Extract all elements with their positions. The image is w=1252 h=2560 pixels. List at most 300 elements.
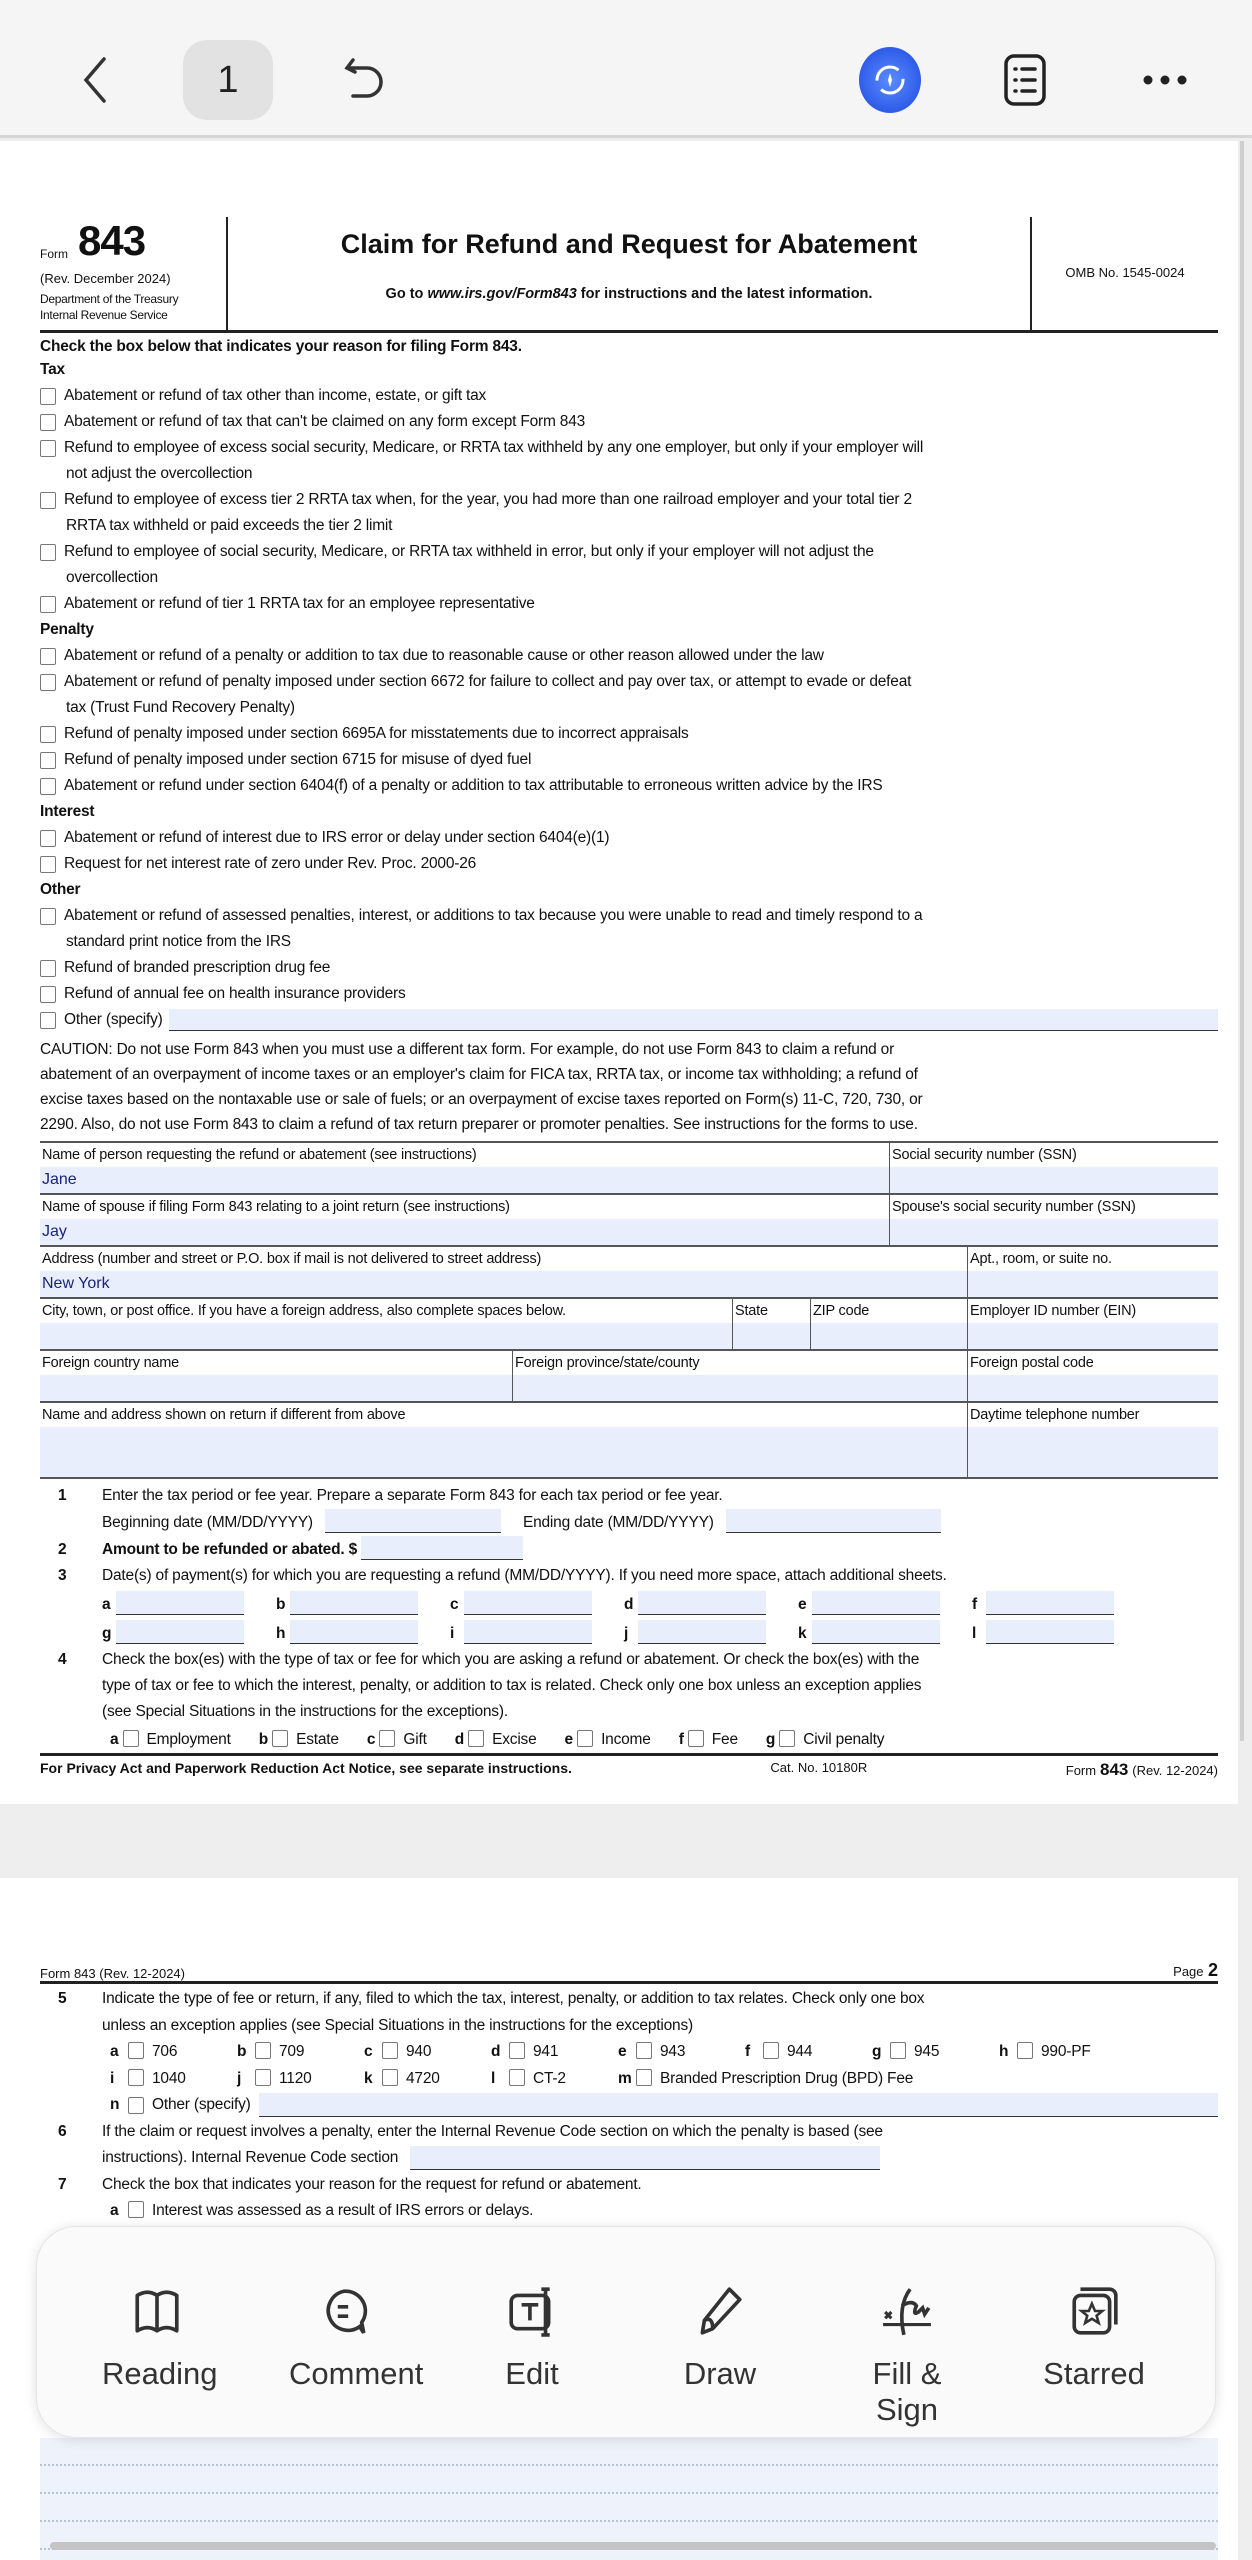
reason-option[interactable] [40,721,1218,747]
catalog-number: Cat. No. 10180R [770,1760,868,1775]
checkbox[interactable] [40,986,56,1003]
field-label: Employer ID number (EIN) [970,1303,1137,1319]
identity-cell [968,1247,1218,1297]
toolbar-label: Comment [289,2356,424,2391]
signature-icon [881,2285,933,2337]
page-number-button[interactable]: 1 [183,40,273,120]
toolbar-label: Starred [1043,2356,1145,2391]
field-label: Apt., room, or suite no. [970,1251,1112,1267]
vertical-scrollbar[interactable] [1240,141,1244,1741]
reason-text: Refund of penalty imposed under section 6695A for misstatements due to incorrect appraisals [64,725,689,742]
return-type-option[interactable] [491,2066,618,2093]
line-2-text: Amount to be refunded or abated. $ [102,1541,357,1558]
reason-line [40,1007,1218,1033]
payment-date-field[interactable] [812,1591,940,1615]
option-letter: d [491,2043,501,2060]
toolbar-draw-button[interactable] [665,2285,775,2392]
return-type-option[interactable] [491,2039,618,2066]
line-6-line: instructions). Internal Revenue Code section [102,2149,399,2166]
checkbox[interactable] [382,2042,398,2059]
identity-cell [968,1299,1218,1349]
line-4-line: type of tax or fee to which the interest, penalty, or addition to tax is related. Check only one box unless an exception applies [102,1677,922,1694]
reason-line [40,409,1218,435]
field-label: Name of person requesting the refund or abatement (see instructions) [42,1147,477,1163]
begin-date-field[interactable] [325,1509,501,1533]
checkbox[interactable] [468,1730,484,1747]
reason-line [40,695,1218,721]
option-letter: k [364,2069,373,2087]
line-1 [40,1483,1218,1509]
payment-date-field[interactable] [986,1591,1114,1615]
reason-line [40,435,1218,461]
payment-date-field[interactable] [986,1620,1114,1644]
reason-option[interactable] [40,903,1218,955]
checkbox[interactable] [255,2042,271,2059]
option-letter: l [491,2069,496,2087]
option-letter: c [366,1731,376,1748]
department: Department of the Treasury [40,292,179,306]
reason-text: Refund to employee of social security, Medicare, or RRTA tax withheld in error, but only if your employer will not adjust the [64,543,874,560]
book-icon [131,2285,183,2337]
reason-text: Abatement or refund of tier 1 RRTA tax for an employee representative [64,595,535,612]
option-letter: d [454,1731,464,1748]
payment-date-field[interactable] [638,1591,766,1615]
identity-cell [968,1351,1218,1401]
identity-row [40,1403,1218,1479]
date-letter: j [624,1625,629,1642]
return-type-option[interactable] [364,2066,491,2093]
section-heading: Interest [40,803,95,820]
line-7a-option[interactable] [40,2198,1218,2225]
tax-type-option[interactable] [259,1727,339,1753]
page2-page-number [1173,1960,1218,1981]
option-label: Employment [146,1731,231,1748]
field-input[interactable]: Jay [40,1219,889,1245]
reason-option[interactable] [40,851,1218,877]
field-input[interactable] [968,1271,1218,1297]
end-date-label: Ending date (MM/DD/YYYY) [522,1514,714,1531]
tax-type-option[interactable] [565,1727,651,1753]
reason-option[interactable] [40,435,1218,487]
date-letter: b [276,1596,286,1613]
identity-cell [40,1299,733,1349]
field-input[interactable] [40,1375,512,1401]
checkbox[interactable] [255,2069,271,2086]
date-letter: k [798,1625,807,1642]
reason-text: Abatement or refund of tax other than income, estate, or gift tax [64,387,487,404]
pdf-page-2 [0,1878,1238,2560]
checkbox[interactable] [128,2042,144,2059]
return-type-option[interactable] [237,2066,364,2093]
checkbox[interactable] [40,960,56,977]
caution-line: excise taxes based on the nontaxable use or sale of fuels; or an overpayment of excise taxes reported on Form(s) 11-C, 720, 730, or [40,1091,923,1108]
line-1-text: Enter the tax period or fee year. Prepare a separate Form 843 for each tax period or fee year. [102,1487,723,1504]
option-label: Branded Prescription Drug (BPD) Fee [660,2069,914,2087]
reason-line [40,383,1218,409]
line-6-line: If the claim or request involves a penalty, enter the Internal Revenue Code section on which the penalty is based (see [102,2122,883,2140]
reason-option[interactable] [40,591,1218,617]
more-icon[interactable] [1135,40,1195,120]
line-number: 5 [58,1990,67,2007]
date-letter: c [450,1596,459,1613]
option-label: Other (specify) [152,2096,251,2113]
toolbar-reading-button[interactable] [102,2285,218,2392]
toolbar-label: Fill & Sign [872,2356,942,2427]
date-letter: a [102,1596,111,1613]
reason-text: Refund of penalty imposed under section 6715 for misuse of dyed fuel [64,751,532,768]
toolbar-fill-sign-button[interactable] [852,2285,962,2428]
form-header [40,217,1218,333]
reason-option[interactable] [40,539,1218,591]
checkbox[interactable] [40,1012,56,1029]
checkbox[interactable] [40,674,56,691]
return-type-option[interactable] [364,2039,491,2066]
pen-icon [694,2285,746,2337]
option-letter: e [564,1731,573,1748]
field-input[interactable] [811,1323,967,1349]
line-4-line: (see Special Situations in the instructions for the exceptions). [102,1703,508,1720]
tax-type-option[interactable] [110,1727,231,1753]
option-label: 943 [660,2043,686,2060]
checkbox[interactable] [40,492,56,509]
page2-header [40,1962,1218,1984]
field-input[interactable] [968,1427,1218,1477]
date-letter: d [624,1596,634,1613]
field-input[interactable] [890,1167,1218,1193]
return-type-option[interactable] [237,2039,364,2066]
payment-date-field[interactable] [812,1620,940,1644]
field-input[interactable] [733,1323,810,1349]
identity-row [40,1143,1218,1195]
back-icon[interactable] [70,40,120,120]
field-label: Name of spouse if filing Form 843 relating to a joint return (see instructions) [42,1199,510,1215]
toolbar-edit-button[interactable] [477,2285,587,2392]
return-type-row [40,2066,1218,2093]
identity-cell [40,1195,890,1245]
irc-section-field[interactable] [410,2146,880,2170]
other-return-field[interactable] [259,2093,1218,2117]
checkbox[interactable] [40,414,56,431]
amount-field[interactable] [361,1536,523,1560]
tax-type-option[interactable] [367,1727,427,1753]
return-type-option[interactable] [110,2039,237,2066]
return-type-row [40,2039,1218,2066]
line-number: 3 [58,1567,67,1584]
toolbar-label: Reading [102,2356,218,2391]
field-label: Name and address shown on return if different from above [42,1407,406,1423]
reason-option[interactable] [40,1007,1218,1033]
option-letter: m [618,2069,632,2087]
checkbox[interactable] [40,544,56,561]
checkbox[interactable] [40,388,56,405]
field-input[interactable] [40,1323,732,1349]
identity-cell [890,1143,1218,1193]
line-7-text: Check the box that indicates your reason for the request for refund or abatement. [102,2175,642,2193]
line-number: 2 [58,1541,67,1558]
reason-line [40,513,1218,539]
omb-number: OMB No. 1545-0024 [1030,217,1218,333]
reason-option[interactable] [40,409,1218,435]
checkbox[interactable] [40,752,56,769]
field-input[interactable]: Jane [40,1167,889,1193]
identity-cell [733,1299,811,1349]
option-label: 941 [533,2043,559,2060]
reason-text: Other (specify) [64,1011,163,1028]
checkbox[interactable] [40,830,56,847]
field-input[interactable] [968,1375,1218,1401]
checkbox[interactable] [123,1730,139,1747]
line-number: 1 [58,1487,67,1504]
identity-cell [890,1195,1218,1245]
checkbox[interactable] [128,2201,144,2218]
horizontal-scrollbar[interactable] [50,2542,1216,2550]
reason-line [40,643,1218,669]
field-label: Foreign postal code [970,1355,1094,1371]
option-label: Gift [403,1731,427,1748]
other-specify-field[interactable] [169,1009,1218,1031]
line-4-text [40,1673,1218,1699]
checkbox[interactable] [40,648,56,665]
reason-line [40,487,1218,513]
payment-date-field[interactable] [638,1620,766,1644]
option-label: 945 [914,2043,940,2060]
option-letter: b [258,1731,268,1748]
reason-line [40,591,1218,617]
check-intro: Check the box below that indicates your reason for filing Form 843. [40,338,522,355]
field-label: Foreign province/state/county [515,1355,700,1371]
tax-type-option[interactable] [455,1727,537,1753]
tax-type-option[interactable] [766,1727,884,1753]
identity-row [40,1195,1218,1247]
irs-link[interactable]: www.irs.gov/Form843 [427,286,577,302]
option-letter: e [618,2043,627,2060]
reason-line [40,981,1218,1007]
reason-line [40,929,1218,955]
footer-form-word: Form [1065,1763,1097,1778]
toolbar-label: Draw [683,2356,757,2391]
instructions-line [230,286,1028,302]
footer-form-number: 843 [1099,1760,1129,1779]
footer-rev: (Rev. 12-2024) [1132,1763,1218,1778]
checkbox[interactable] [40,856,56,873]
reason-line [40,903,1218,929]
caution-line: abatement of an overpayment of income taxes or an employer's claim for FICA tax, RRTA tax, or income tax withholding; a refund of [40,1066,918,1083]
caution-text [40,1037,1218,1137]
option-label: Interest was assessed as a result of IRS errors or delays. [152,2202,534,2219]
date-letter: f [972,1596,977,1613]
return-type-option[interactable] [745,2039,872,2066]
payment-date-field[interactable] [116,1620,244,1644]
field-label: Foreign country name [42,1355,180,1371]
line-6-text [40,2145,1218,2172]
identity-row [40,1247,1218,1299]
outline-list-icon[interactable] [995,40,1055,120]
option-label: 4720 [406,2069,440,2087]
reason-text: Abatement or refund of a penalty or addition to tax due to reasonable cause or other reason allowed under the law [64,647,824,664]
checkbox[interactable] [1017,2042,1033,2059]
date-letter: h [276,1625,286,1642]
reason-option[interactable] [40,825,1218,851]
reason-text: tax (Trust Fund Recovery Penalty) [66,699,295,716]
checkbox[interactable] [890,2042,906,2059]
option-letter: a [110,1731,119,1748]
goto-post-text: for instructions and the latest information. [576,286,873,302]
reason-text: standard print notice from the IRS [66,933,291,950]
checkbox[interactable] [636,2069,652,2086]
identity-cell [40,1143,890,1193]
line-4-text [40,1699,1218,1725]
top-bar [0,0,1252,138]
payment-date-row [40,1591,1218,1618]
footer-form-id [1066,1760,1218,1780]
star-icon [1068,2285,1120,2337]
checkbox[interactable] [40,908,56,925]
reason-text: Request for net interest rate of zero under Rev. Proc. 2000-26 [64,855,477,872]
line-5-text [40,1986,1218,2013]
checkbox[interactable] [40,726,56,743]
return-type-option[interactable] [110,2066,237,2093]
checkbox[interactable] [509,2042,525,2059]
checkbox[interactable] [128,2097,144,2114]
date-letter: l [972,1625,977,1642]
return-type-option[interactable] [618,2066,913,2093]
caution-line: 2290. Also, do not use Form 843 to claim a refund of tax return preparer or promoter penalties. See instructions for the forms to use. [40,1116,918,1133]
date-letter: i [450,1625,455,1642]
section-heading: Other [40,881,81,898]
option-letter: a [110,2202,119,2219]
option-label: 944 [787,2043,813,2060]
section-heading: Tax [40,361,65,378]
field-label: Spouse's social security number (SSN) [892,1199,1136,1215]
field-label: ZIP code [813,1303,870,1319]
line-3-text: Date(s) of payment(s) for which you are requesting a refund (MM/DD/YYYY). If you need more space, attach additional sheets. [102,1567,947,1584]
toolbar-comment-button[interactable] [289,2285,424,2392]
form-word: Form [40,247,68,261]
reason-option[interactable] [40,669,1218,721]
option-label: Income [601,1731,651,1748]
checkbox[interactable] [779,1730,795,1747]
tax-type-options [40,1727,1218,1753]
page2-lines [40,1986,1218,2225]
return-type-option[interactable] [618,2039,745,2066]
reason-option[interactable] [40,487,1218,539]
checkbox[interactable] [40,596,56,613]
checkbox[interactable] [40,778,56,795]
tax-type-option[interactable] [679,1727,738,1753]
text-edit-icon [506,2285,558,2337]
reason-line [40,461,1218,487]
reason-line [40,539,1218,565]
checkbox[interactable] [636,2042,652,2059]
reason-text: Refund to employee of excess tier 2 RRTA tax when, for the year, you had more than one railroad employer and your total tier 2 [64,491,912,508]
return-type-other[interactable] [40,2092,1218,2119]
checkbox[interactable] [272,1730,288,1747]
field-input[interactable] [513,1375,967,1401]
identity-cell [811,1299,968,1349]
identity-cell [40,1247,968,1297]
reason-option[interactable] [40,773,1218,799]
identity-table [40,1141,1218,1479]
reason-line [40,747,1218,773]
field-label: State [735,1303,768,1319]
reason-checklist [40,357,1218,1033]
field-input[interactable]: New York [40,1271,967,1297]
line-7 [40,2172,1218,2199]
reason-text: RRTA tax withheld or paid exceeds the tier 2 limit [66,517,393,534]
option-letter: i [110,2069,115,2087]
field-input[interactable] [968,1323,1218,1349]
section-heading: Penalty [40,621,94,638]
undo-icon[interactable] [335,40,395,120]
reason-option[interactable] [40,955,1218,981]
identity-row [40,1351,1218,1403]
end-date-field[interactable] [726,1509,941,1533]
page-footer [40,1753,1218,1780]
checkbox[interactable] [763,2042,779,2059]
toolbar-label: Edit [505,2356,559,2391]
payment-date-field[interactable] [116,1591,244,1615]
checkbox[interactable] [577,1730,593,1747]
option-letter: n [110,2096,120,2113]
option-letter: g [872,2043,882,2060]
page-word: Page [1173,1964,1204,1979]
reason-text: not adjust the overcollection [66,465,253,482]
checkbox[interactable] [688,1730,704,1747]
reason-option[interactable] [40,747,1218,773]
checkbox[interactable] [40,440,56,457]
field-input[interactable] [40,1427,967,1477]
return-type-option[interactable] [999,2039,1126,2066]
reason-line [40,669,1218,695]
reason-line [40,773,1218,799]
reason-line [40,955,1218,981]
line-4-line: Check the box(es) with the type of tax or fee for which you are asking a refund or abatement. Or check the box(es) with the [102,1651,920,1668]
checkbox[interactable] [382,2069,398,2086]
line-number: 4 [58,1651,67,1668]
option-label: Civil penalty [803,1731,885,1748]
reason-option[interactable] [40,643,1218,669]
reason-text: Refund of branded prescription drug fee [64,959,331,976]
reason-option[interactable] [40,981,1218,1007]
payment-date-field[interactable] [290,1591,418,1615]
identity-cell [513,1351,968,1401]
line-5-text [40,2013,1218,2040]
toolbar-starred-button[interactable] [1039,2285,1149,2392]
option-letter: g [765,1731,776,1748]
line-6-text [40,2119,1218,2146]
payment-date-field[interactable] [290,1620,418,1644]
form-revision: (Rev. December 2024) [40,271,171,286]
return-type-option[interactable] [872,2039,999,2066]
payment-date-field[interactable] [464,1591,592,1615]
reason-text: Abatement or refund under section 6404(f) of a penalty or addition to tax attributable to erroneous written advice by the IRS [64,777,883,794]
reason-option[interactable] [40,383,1218,409]
lines-1-4 [40,1483,1218,1753]
option-label: 706 [152,2043,178,2060]
line-1-dates [40,1509,1218,1536]
bottom-toolbar [36,2226,1216,2438]
checkbox[interactable] [379,1730,395,1747]
ai-assistant-icon[interactable] [855,40,925,120]
option-letter: a [110,2043,119,2060]
checkbox[interactable] [509,2069,525,2086]
payment-date-field[interactable] [464,1620,592,1644]
reason-text: Abatement or refund of interest due to IRS error or delay under section 6404(e)(1) [64,829,610,846]
identity-cell [40,1403,968,1477]
option-letter: f [745,2043,750,2060]
field-input[interactable] [890,1219,1218,1245]
checkbox[interactable] [128,2069,144,2086]
